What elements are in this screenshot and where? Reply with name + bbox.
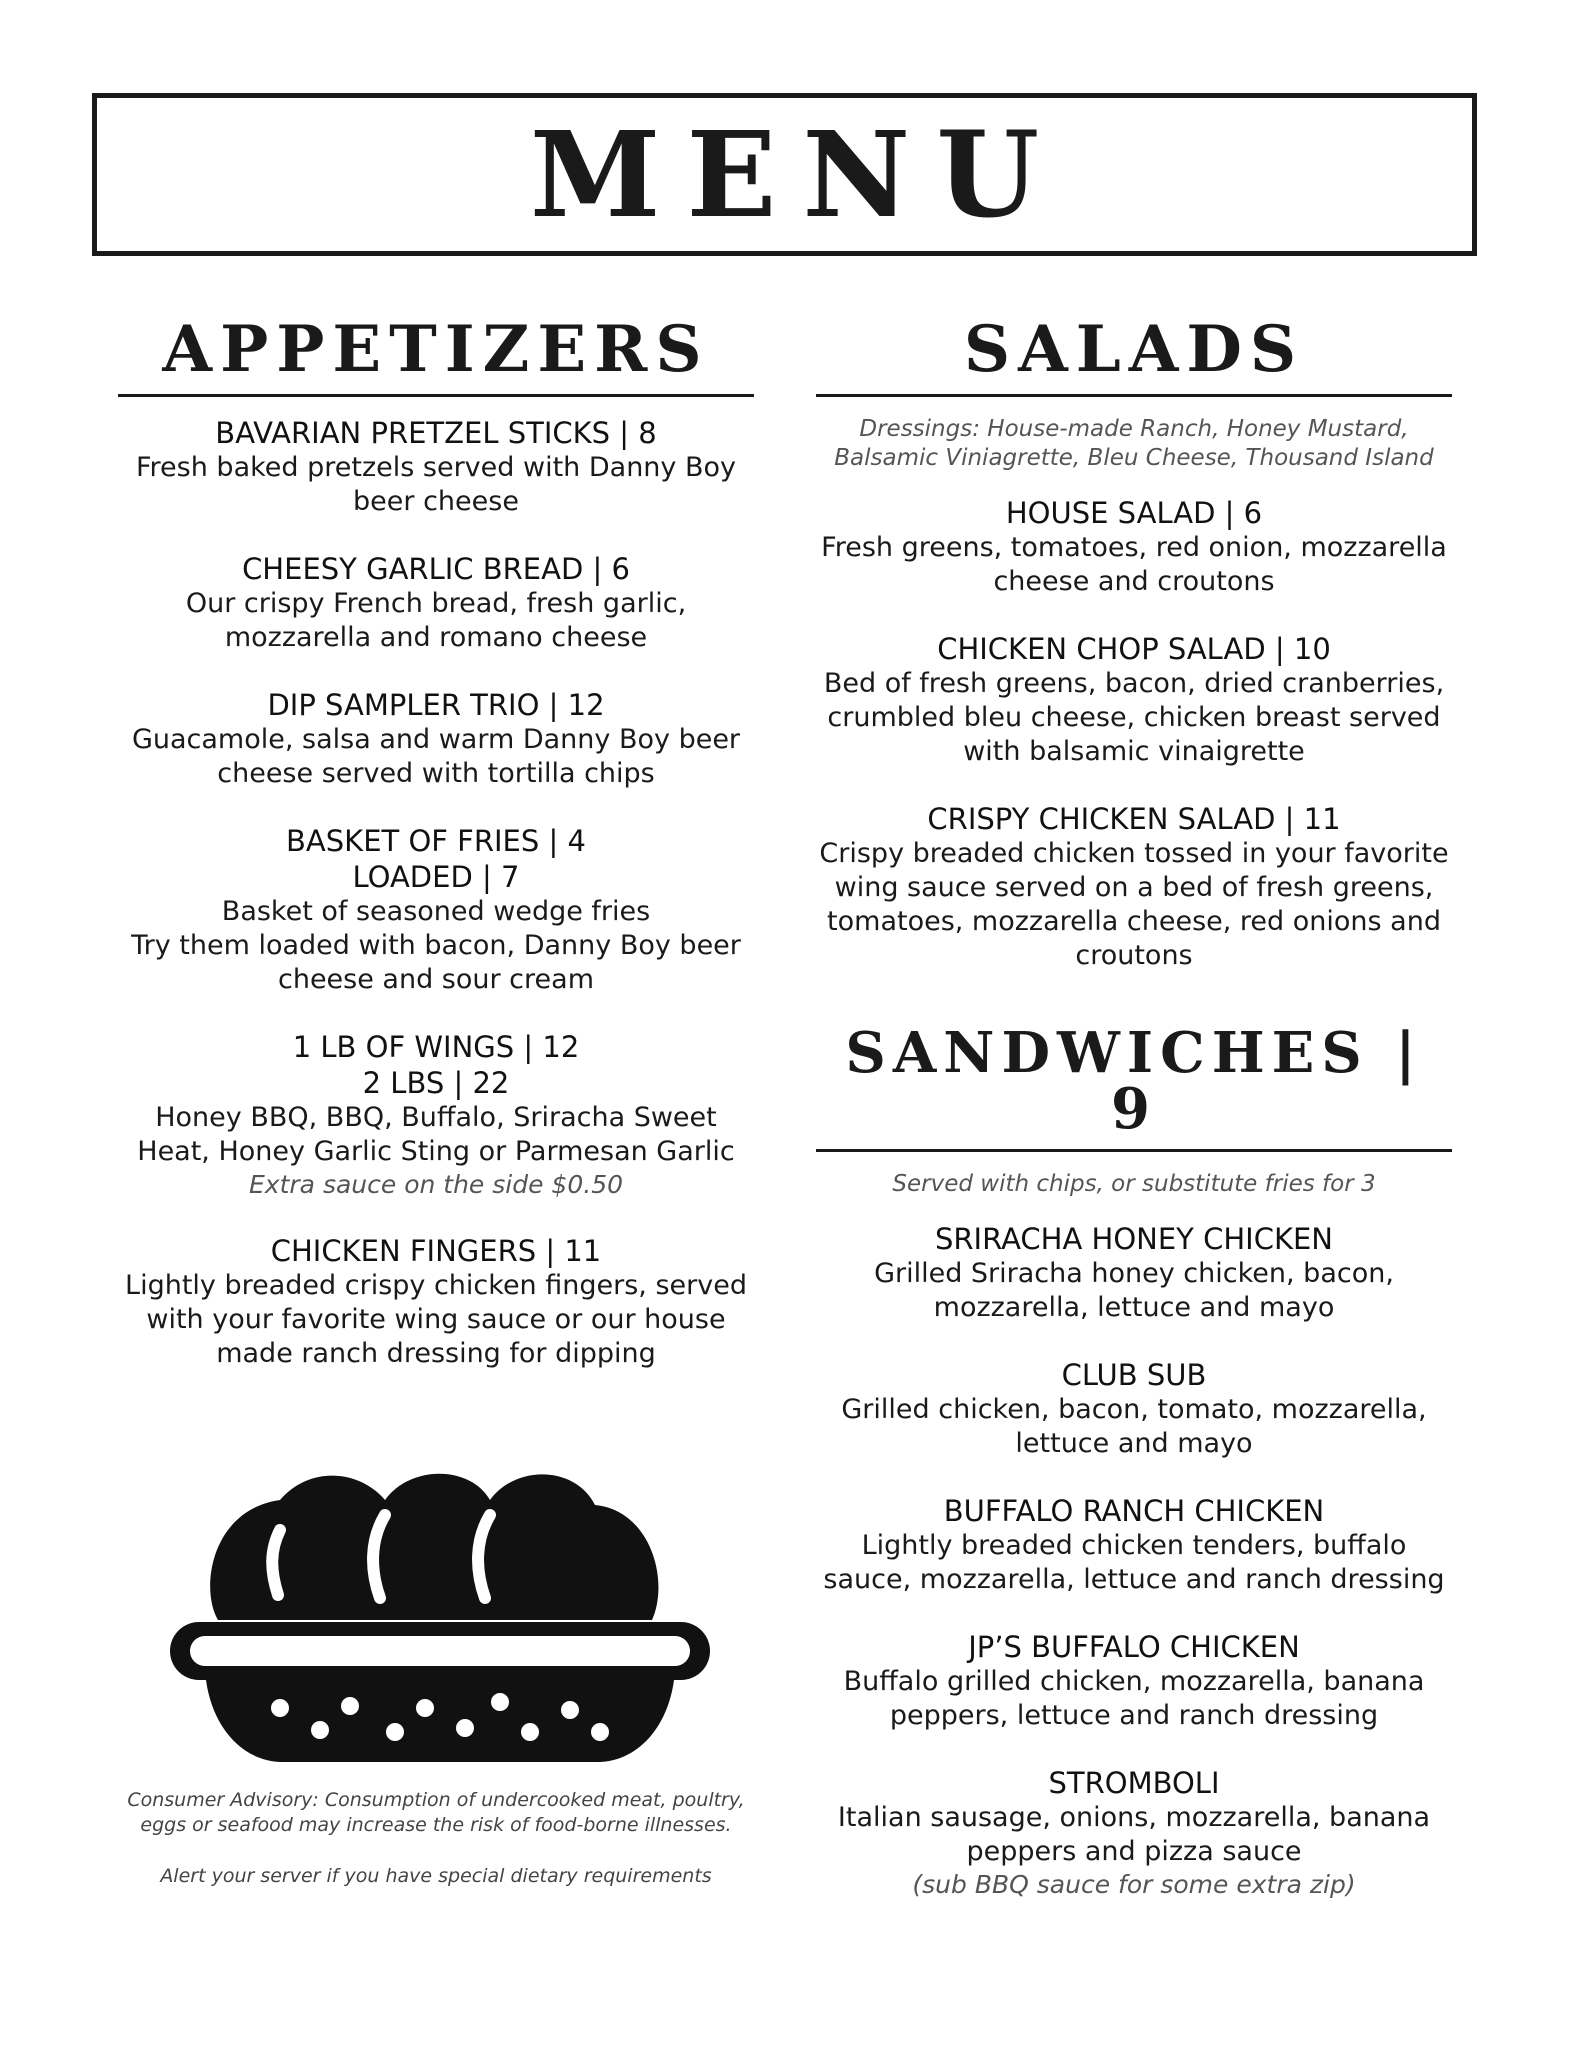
item-description: Lightly breaded chicken tenders, buffalo sauce, mozzarella, lettuce and ranch dressing bbox=[823, 1530, 1445, 1595]
item-name: JP’S BUFFALO CHICKEN bbox=[968, 1630, 1300, 1664]
menu-item bbox=[816, 1221, 1452, 1325]
item-name: CLUB SUB bbox=[1061, 1358, 1207, 1392]
menu-item bbox=[816, 1765, 1452, 1901]
menu-item bbox=[118, 415, 754, 519]
menu-item bbox=[816, 1493, 1452, 1597]
item-description: Fresh greens, tomatoes, red onion, mozzarella cheese and croutons bbox=[821, 532, 1447, 597]
menu-item bbox=[118, 551, 754, 655]
advisory-text: Consumer Advisory: Consumption of undercooked meat, poultry, eggs or seafood may increase the risk of food-borne illnesses. bbox=[127, 1789, 745, 1836]
menu-item bbox=[118, 687, 754, 791]
menu-item bbox=[816, 495, 1452, 599]
page-title: MENU bbox=[529, 104, 1066, 244]
item-description: Grilled chicken, bacon, tomato, mozzarella, lettuce and mayo bbox=[841, 1394, 1427, 1459]
item-description: Bed of fresh greens, bacon, dried cranberries, crumbled bleu cheese, chicken breast served with balsamic vinaigrette bbox=[823, 668, 1445, 767]
item-description: Crispy breaded chicken tossed in your favorite wing sauce served on a bed of fresh greens, tomatoes, mozzarella cheese, red onions and croutons bbox=[819, 838, 1449, 971]
sandwich-icon bbox=[170, 1470, 710, 1770]
item-description-variant: Try them loaded with bacon, Danny Boy beer cheese and sour cream bbox=[131, 930, 741, 995]
item-name: BUFFALO RANCH CHICKEN bbox=[943, 1494, 1325, 1528]
item-name: 1 LB OF WINGS | 12 bbox=[292, 1030, 580, 1064]
item-name: HOUSE SALAD | 6 bbox=[1005, 496, 1263, 530]
item-description: Our crispy French bread, fresh garlic, mozzarella and romano cheese bbox=[185, 588, 687, 653]
menu-item bbox=[816, 631, 1452, 769]
appetizers-column bbox=[118, 312, 754, 1403]
consumer-advisory bbox=[118, 1788, 754, 1915]
item-description: Buffalo grilled chicken, mozzarella, banana peppers, lettuce and ranch dressing bbox=[843, 1666, 1425, 1731]
item-description: Grilled Sriracha honey chicken, bacon, mozzarella, lettuce and mayo bbox=[874, 1258, 1394, 1323]
item-name: BAVARIAN PRETZEL STICKS | 8 bbox=[215, 416, 657, 450]
item-name: CHICKEN FINGERS | 11 bbox=[270, 1234, 602, 1268]
item-description: Italian sausage, onions, mozzarella, banana peppers and pizza sauce bbox=[837, 1802, 1431, 1867]
menu-item bbox=[118, 1233, 754, 1371]
menu-title-box bbox=[92, 93, 1477, 256]
item-name: SRIRACHA HONEY CHICKEN bbox=[935, 1222, 1333, 1256]
item-extra-note: (sub BBQ sauce for some extra zip) bbox=[912, 1870, 1356, 1899]
sandwiches-note: Served with chips, or substitute fries for 3 bbox=[892, 1171, 1376, 1197]
item-name: CHEESY GARLIC BREAD | 6 bbox=[242, 552, 630, 586]
item-name: BASKET OF FRIES | 4 bbox=[286, 824, 586, 858]
item-description: Lightly breaded crispy chicken fingers, served with your favorite wing sauce or our house made ranch dressing for dipping bbox=[125, 1270, 747, 1369]
menu-item bbox=[816, 801, 1452, 973]
item-description: Guacamole, salsa and warm Danny Boy beer cheese served with tortilla chips bbox=[131, 724, 741, 789]
item-name-variant: 2 LBS | 22 bbox=[362, 1066, 510, 1100]
sandwiches-heading: SANDWICHES | 9 bbox=[816, 1025, 1452, 1152]
item-name-variant: LOADED | 7 bbox=[352, 860, 520, 894]
item-name: CRISPY CHICKEN SALAD | 11 bbox=[927, 802, 1341, 836]
item-name: CHICKEN CHOP SALAD | 10 bbox=[937, 632, 1331, 666]
item-description: Basket of seasoned wedge fries bbox=[221, 896, 651, 927]
salads-heading: SALADS bbox=[816, 318, 1452, 397]
salads-sandwiches-column bbox=[816, 312, 1452, 1933]
item-extra-note: Extra sauce on the side $0.50 bbox=[249, 1170, 623, 1199]
appetizers-heading: APPETIZERS bbox=[118, 318, 754, 397]
menu-item bbox=[816, 1357, 1452, 1461]
menu-item bbox=[118, 1029, 754, 1201]
item-name: STROMBOLI bbox=[1048, 1766, 1220, 1800]
dressings-note: Dressings: House-made Ranch, Honey Mustard, Balsamic Viniagrette, Bleu Cheese, Thousand Island bbox=[834, 416, 1434, 471]
item-name: DIP SAMPLER TRIO | 12 bbox=[267, 688, 605, 722]
dietary-note: Alert your server if you have special dietary requirements bbox=[160, 1865, 712, 1887]
item-description: Honey BBQ, BBQ, Buffalo, Sriracha Sweet Heat, Honey Garlic Sting or Parmesan Garlic bbox=[137, 1102, 735, 1167]
menu-item bbox=[816, 1629, 1452, 1733]
item-description: Fresh baked pretzels served with Danny Boy beer cheese bbox=[135, 452, 736, 517]
menu-item bbox=[118, 823, 754, 997]
